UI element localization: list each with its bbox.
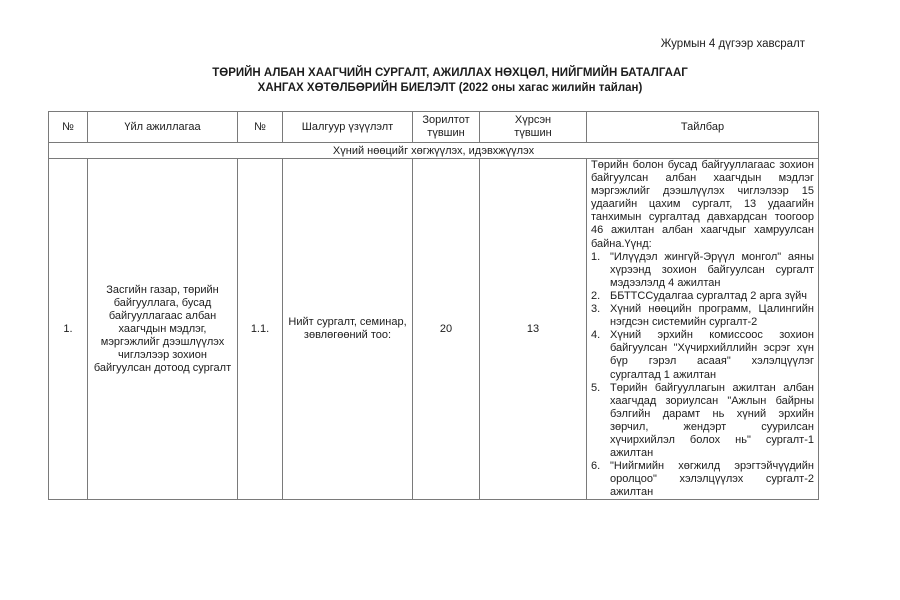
row-target: 20	[413, 159, 480, 500]
header-target-line-2: түвшин	[427, 127, 465, 139]
header-sub-no: №	[238, 112, 283, 143]
table-row	[49, 159, 819, 500]
row-sub-no: 1.1.	[238, 159, 283, 500]
remarks-intro: Төрийн болон бусад байгууллагаас зохион байгуулсан албан хаагчдын мэдлэг мэргэжлийг дээшлүүлэх чиглэлээр 15 удаагийн цахим сургалт, 13 удаагийн танхимын сургалтад давхардсан тоогоор 46 ажилтан албан хаагчдыг хамруулсан байна.Үүнд:	[591, 159, 814, 250]
header-no: №	[49, 112, 88, 143]
report-table	[48, 111, 819, 500]
list-item	[591, 303, 814, 329]
list-item-number: 4.	[591, 329, 601, 342]
annex-label: Журмын 4 дүгээр хавсралт	[660, 38, 805, 50]
title-line-2: ХАНГАХ ХӨТӨЛБӨРИЙН БИЕЛЭЛТ (2022 оны хагас жилийн тайлан)	[257, 81, 643, 94]
list-item-number: 2.	[591, 289, 601, 302]
header-target-line-1: Зорилтот	[422, 114, 470, 126]
row-activity: Засгийн газар, төрийн байгууллага, бусад байгууллагаас албан хаагчдын мэдлэг, мэргэжлийг дээшлүүлэх чиглэлээр зохион байгуулсан дотоод сургалт	[88, 159, 238, 500]
list-item-text: Хүний нөөцийн программ, Цалингийн нэгдсэн системийн сургалт-2	[610, 303, 814, 329]
row-remarks	[587, 159, 819, 500]
list-item	[591, 251, 814, 290]
header-row	[49, 112, 819, 143]
header-remarks: Тайлбар	[587, 112, 819, 143]
page-title	[0, 66, 900, 95]
header-criteria: Шалгуур үзүүлэлт	[283, 112, 413, 143]
list-item	[591, 329, 814, 381]
list-item-number: 3.	[591, 303, 601, 316]
list-item-number: 5.	[591, 381, 601, 394]
list-item-text: ББТТССудалгаа сургалтад 2 арга зүйч	[610, 289, 808, 302]
list-item	[591, 382, 814, 461]
header-target	[413, 112, 480, 143]
list-item-number: 6.	[591, 460, 601, 473]
row-criteria: Нийт сургалт, семинар, зөвлөгөөний тоо:	[283, 159, 413, 500]
header-achieved-line-1: Хүрсэн	[514, 114, 552, 126]
list-item-text: Хүний эрхийн комиссоос зохион байгуулсан "Хүчирхийллийн эсрэг хүн бүр гэрэл асаая" хэлэлцүүлэг сургалтад 1 ажилтан	[610, 329, 814, 381]
list-item	[591, 460, 814, 499]
row-no: 1.	[49, 159, 88, 500]
row-achieved: 13	[480, 159, 587, 500]
list-item-number: 1.	[591, 250, 601, 263]
header-activity: Үйл ажиллагаа	[88, 112, 238, 143]
header-achieved-line-2: түвшин	[514, 127, 552, 139]
section-title: Хүний нөөцийг хөгжүүлэх, идэвхжүүлэх	[49, 143, 819, 159]
header-achieved	[480, 112, 587, 143]
list-item-text: "Нийгмийн хөгжилд эрэгтэйчүүдийн оролцоо" хэлэлцүүлэх сургалт-2 ажилтан	[610, 460, 814, 499]
list-item-text: Төрийн байгууллагын ажилтан албан хаагчдад зориулсан "Ажлын байрны бэлгийн дарамт нь хүний эрхийн зөрчил, жендэрт суурилсан хүчирхийлэл болох нь" сургалт-1 ажилтан	[610, 381, 814, 460]
list-item	[591, 290, 814, 303]
list-item-text: "Илүүдэл жингүй-Эрүүл монгол" аяны хүрээнд зохион байгуулсан сургалт мэдээлэлд 4 ажилтан	[610, 250, 814, 289]
section-row	[49, 143, 819, 159]
title-line-1: ТӨРИЙН АЛБАН ХААГЧИЙН СУРГАЛТ, АЖИЛЛАХ НӨХЦӨЛ, НИЙГМИЙН БАТАЛГААГ	[212, 67, 688, 79]
remarks-list	[591, 251, 814, 500]
